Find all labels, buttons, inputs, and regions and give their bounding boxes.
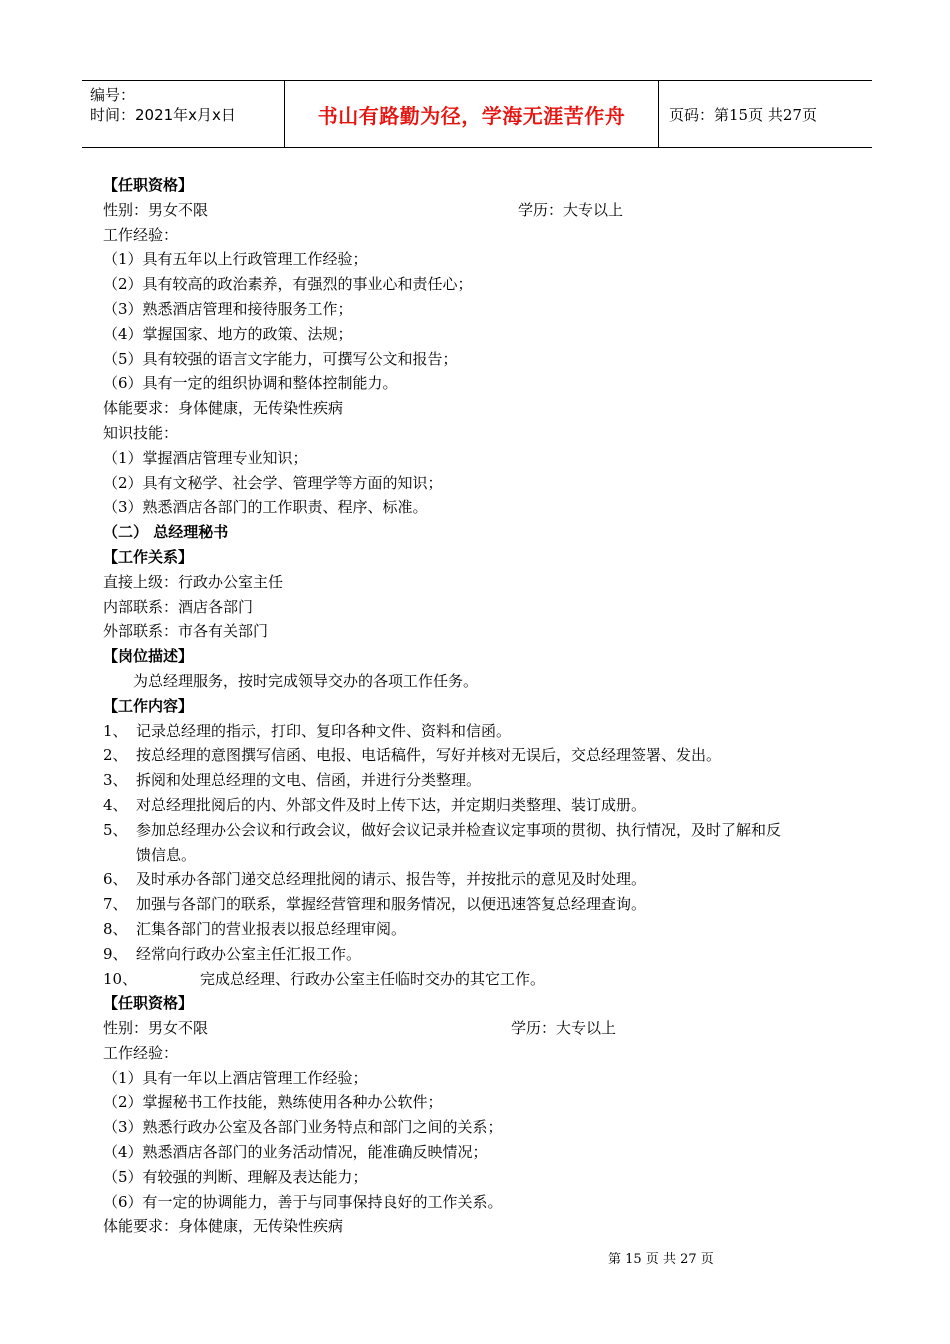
document-number-label: 编号：: [90, 86, 136, 104]
education-requirement: 学历：大专以上: [511, 1019, 617, 1038]
item-number: 7、: [103, 895, 128, 914]
header-meta: [82, 81, 284, 147]
document-body: [103, 173, 873, 1239]
item-text: 记录总经理的指示，打印、复印各种文件、资料和信函。: [136, 721, 512, 740]
item-number: 1、: [103, 721, 128, 740]
list-item: [103, 917, 873, 942]
list-item: （3）熟悉酒店各部门的工作职责、程序、标准。: [103, 498, 428, 517]
section-title-relations: 【工作关系】: [103, 547, 194, 566]
list-item: （1）具有一年以上酒店管理工作经验；: [103, 1068, 368, 1087]
list-item: [103, 967, 873, 992]
list-item: [103, 942, 873, 967]
document-time-label: 时间：2021年x月x日: [90, 106, 236, 124]
position-heading: （二） 总经理秘书: [103, 523, 229, 542]
internal-contact: 内部联系：酒店各部门: [103, 597, 254, 616]
item-text: 对总经理批阅后的内、外部文件及时上传下达，并定期归类整理、装订成册。: [136, 795, 647, 814]
list-item: [103, 892, 873, 917]
item-number: 5、: [103, 820, 128, 839]
list-item: （3）熟悉酒店管理和接待服务工作；: [103, 299, 353, 318]
item-text: 参加总经理办公会议和行政会议，做好会议记录并检查议定事项的贯彻、执行情况，及时了解和反: [136, 820, 782, 839]
list-item: [103, 867, 873, 892]
list-item: [103, 793, 873, 818]
list-item: （6）有一定的协调能力，善于与同事保持良好的工作关系。: [103, 1192, 503, 1211]
item-text-continuation: 馈信息。: [136, 845, 197, 864]
education-requirement: 学历：大专以上: [518, 200, 624, 219]
list-item: [103, 818, 873, 843]
work-experience-label: 工作经验：: [103, 1043, 179, 1062]
item-text: 拆阅和处理总经理的文电、信函，并进行分类整理。: [136, 771, 482, 790]
list-item: （6）具有一定的组织协调和整体控制能力。: [103, 374, 398, 393]
section-title-duties: 【工作内容】: [103, 696, 194, 715]
item-number: 3、: [103, 771, 128, 790]
gender-requirement: 性别：男女不限: [103, 200, 209, 219]
list-item: （1）掌握酒店管理专业知识；: [103, 448, 308, 467]
work-experience-label: 工作经验：: [103, 225, 179, 244]
list-item: （4）熟悉酒店各部门的业务活动情况，能准确反映情况；: [103, 1143, 488, 1162]
item-text: 经常向行政办公室主任汇报工作。: [136, 944, 362, 963]
list-item: （5）有较强的判断、理解及表达能力；: [103, 1167, 368, 1186]
list-item: （3）熟悉行政办公室及各部门业务特点和部门之间的关系；: [103, 1118, 503, 1137]
header-motto: 书山有路勤为径，学海无涯苦作舟: [284, 81, 659, 147]
item-number: 2、: [103, 746, 128, 765]
item-text: 按总经理的意图撰写信函、电报、电话稿件，写好并核对无误后，交总经理签署、发出。: [136, 746, 722, 765]
physical-requirement: 体能要求：身体健康，无传染性疾病: [103, 399, 344, 418]
page-footer: 第 15 页 共 27 页: [608, 1252, 714, 1267]
gender-education-row-2: [103, 1016, 873, 1041]
item-number: 6、: [103, 870, 128, 889]
external-contact: 外部联系：市各有关部门: [103, 622, 269, 641]
list-item: （2）具有文秘学、社会学、管理学等方面的知识；: [103, 473, 443, 492]
header-page-number: 页码：第15页 共27页: [669, 105, 817, 124]
gender-education-row: [103, 198, 873, 223]
item-text: 加强与各部门的联系，掌握经营管理和服务情况，以便迅速答复总经理查询。: [136, 895, 647, 914]
section-title-description: 【岗位描述】: [103, 647, 194, 666]
position-description: 为总经理服务，按时完成领导交办的各项工作任务。: [133, 671, 479, 690]
list-item: [103, 743, 873, 768]
list-item: [103, 719, 873, 744]
list-item: （2）掌握秘书工作技能，熟练使用各种办公软件；: [103, 1093, 443, 1112]
list-item: （5）具有较强的语言文字能力，可撰写公文和报告；: [103, 349, 458, 368]
page-header: [82, 80, 872, 148]
item-text: 及时承办各部门递交总经理批阅的请示、报告等，并按批示的意见及时处理。: [136, 870, 647, 889]
section-title-qualification: 【任职资格】: [103, 176, 194, 194]
item-number: 10、: [103, 969, 138, 988]
gender-requirement: 性别：男女不限: [103, 1019, 209, 1038]
item-text: 完成总经理、行政办公室主任临时交办的其它工作。: [200, 969, 546, 988]
list-item: （1）具有五年以上行政管理工作经验；: [103, 250, 368, 269]
list-item: （4）掌握国家、地方的政策、法规；: [103, 324, 353, 343]
physical-requirement: 体能要求：身体健康，无传染性疾病: [103, 1217, 344, 1236]
list-item: [103, 768, 873, 793]
skills-label: 知识技能：: [103, 423, 179, 442]
item-text: 汇集各部门的营业报表以报总经理审阅。: [136, 919, 407, 938]
section-title-qualification-2: 【任职资格】: [103, 994, 194, 1013]
item-number: 8、: [103, 919, 128, 938]
item-number: 9、: [103, 944, 128, 963]
direct-superior: 直接上级：行政办公室主任: [103, 572, 284, 591]
list-item: （2）具有较高的政治素养，有强烈的事业心和责任心；: [103, 275, 473, 294]
item-number: 4、: [103, 795, 128, 814]
